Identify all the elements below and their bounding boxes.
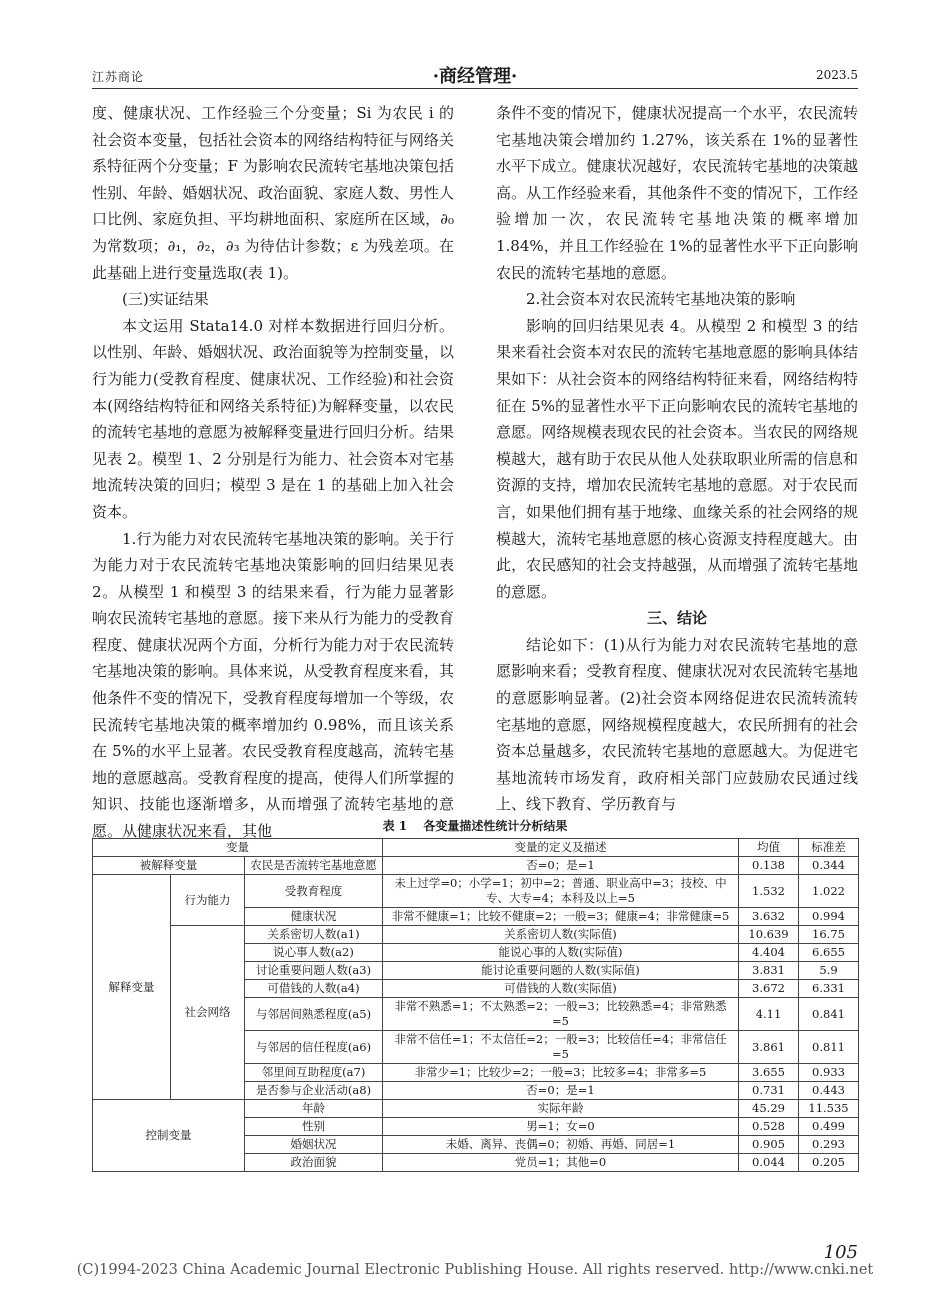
var-mean: 0.138 — [739, 857, 799, 875]
table-caption — [92, 817, 858, 834]
table-row — [93, 857, 859, 875]
paragraph: 条件不变的情况下，健康状况提高一个水平，农民流转宅基地决策会增加约 1.27%，该关系在 1%的显著性水平下成立。健康状况越好，农民流转宅基地的决策越高。从工作经验来看，其他条件不变的情况下，工作经验增加一次，农民流转宅基地决策的概率增加 1.84%，并且工作经验在 1%的显著性水平下正向影响农民的流转宅基地的意愿。 — [496, 104, 858, 282]
paragraph: 本文运用 Stata14.0 对样本数据进行回归分析。以性别、年龄、婚姻状况、政治面貌等为控制变量，以行为能力(受教育程度、健康状况、工作经验)和社会资本(网络结构特征和网络关系特征)为解释变量，以农民的流转宅基地的意愿为被解释变量进行回归分析。结果见表 2。模型 1、2 分别是行为能力、社会资本对宅基地流转决策的回归；模型 3 是在 1 的基础上加入社会资本。 — [92, 316, 454, 521]
header-variable: 变量 — [93, 839, 383, 857]
journal-name: 江苏商论 — [92, 70, 145, 84]
page-number: 105 — [823, 1242, 858, 1263]
group-explanatory: 解释变量 — [93, 875, 171, 1100]
var-mean: 3.632 — [739, 908, 799, 926]
left-column — [92, 100, 454, 845]
section-heading: 三、结论 — [646, 609, 707, 628]
var-name: 可借钱的人数(a4) — [245, 980, 383, 998]
var-desc: 党员=1；其他=0 — [383, 1154, 739, 1172]
var-mean: 4.404 — [739, 944, 799, 962]
var-desc: 实际年龄 — [383, 1100, 739, 1118]
var-sd: 16.75 — [799, 926, 859, 944]
group-social: 社会网络 — [171, 926, 245, 1100]
var-desc: 非常不健康=1；比较不健康=2；一般=3；健康=4；非常健康=5 — [383, 908, 739, 926]
var-name: 农民是否流转宅基地意愿 — [245, 857, 383, 875]
table-title: 各变量描述性统计分析结果 — [423, 819, 568, 833]
var-mean: 3.831 — [739, 962, 799, 980]
var-sd: 6.655 — [799, 944, 859, 962]
issue-number: 2023.5 — [816, 68, 858, 82]
table-row — [93, 1100, 859, 1118]
paragraph: 影响的回归结果见表 4。从模型 2 和模型 3 的结果来看社会资本对农民的流转宅基地意愿的影响具体结果如下：从社会资本的网络结构特征来看，网络结构特征在 5%的显著性水平下正向影响农民的流转宅基地的意愿。网络规模表现农民的社会资本。当农民的网络规模越大，越有助于农民从他人处获取职业所需的信息和资源的支持，增加农民流转宅基地的意愿。对于农民而言，如果他们拥有基于地缘、血缘关系的社会网络的规模越大，流转宅基地意愿的核心资源支持程度越大。由此，农民感知的社会支持越强，从而增强了流转宅基地的意愿。 — [496, 316, 858, 601]
var-sd: 0.443 — [799, 1082, 859, 1100]
var-desc: 男=1；女=0 — [383, 1118, 739, 1136]
paragraph: 度、健康状况、工作经验三个分变量；Si 为农民 i 的社会资本变量，包括社会资本的网络结构特征与网络关系特征两个分变量；F 为影响农民流转宅基地决策包括性别、年龄、婚姻状况、政治面貌、家庭人数、男性人口比例、家庭负担、平均耕地面积、家庭所在区域，∂₀ 为常数项；∂₁，∂₂，∂₃ 为待估计参数；ε 为残差项。在此基础上进行变量选取(表 1)。 — [92, 104, 454, 282]
var-name: 邻里间互助程度(a7) — [245, 1064, 383, 1082]
var-sd: 0.344 — [799, 857, 859, 875]
var-mean: 1.532 — [739, 875, 799, 908]
var-sd: 1.022 — [799, 875, 859, 908]
var-desc: 非常不熟悉=1；不太熟悉=2；一般=3；比较熟悉=4；非常熟悉=5 — [383, 998, 739, 1031]
var-sd: 0.205 — [799, 1154, 859, 1172]
var-sd: 0.841 — [799, 998, 859, 1031]
var-sd: 0.811 — [799, 1031, 859, 1064]
var-name: 与邻居间熟悉程度(a5) — [245, 998, 383, 1031]
var-name: 年龄 — [245, 1100, 383, 1118]
header-sd: 标准差 — [799, 839, 859, 857]
var-sd: 0.293 — [799, 1136, 859, 1154]
var-mean: 3.861 — [739, 1031, 799, 1064]
var-name: 健康状况 — [245, 908, 383, 926]
var-desc: 否=0；是=1 — [383, 1082, 739, 1100]
var-sd: 5.9 — [799, 962, 859, 980]
var-mean: 3.655 — [739, 1064, 799, 1082]
group-behavior: 行为能力 — [171, 875, 245, 926]
var-sd: 0.994 — [799, 908, 859, 926]
statistics-table — [92, 838, 859, 1172]
var-mean: 4.11 — [739, 998, 799, 1031]
section-title: ·商经管理· — [432, 66, 518, 87]
var-name: 政治面貌 — [245, 1154, 383, 1172]
var-mean: 45.29 — [739, 1100, 799, 1118]
var-name: 性别 — [245, 1118, 383, 1136]
var-mean: 0.731 — [739, 1082, 799, 1100]
var-mean: 0.905 — [739, 1136, 799, 1154]
var-desc: 可借钱的人数(实际值) — [383, 980, 739, 998]
var-desc: 关系密切人数(实际值) — [383, 926, 739, 944]
table-row — [93, 875, 859, 908]
var-mean: 3.672 — [739, 980, 799, 998]
paragraph: 1.行为能力对农民流转宅基地决策的影响。关于行为能力对于农民流转宅基地决策影响的回归结果见表 2。从模型 1 和模型 3 的结果来看，行为能力显著影响农民流转宅基地的意愿。接下来从行为能力的受教育程度、健康状况两个方面，分析行为能力对于农民流转宅基地决策的影响。具体来说，从受教育程度来看，其他条件不变的情况下，受教育程度每增加一个等级，农民流转宅基地决策的概率增加约 0.98%，而且该关系在 5%的水平上显著。农民受教育程度越高，流转宅基地的意愿越高。受教育程度的提高，使得人们所掌握的知识、技能也逐渐增多，从而增强了流转宅基地的意愿。从健康状况来看，其他 — [92, 529, 454, 841]
var-desc: 未上过学=0；小学=1；初中=2；普通、职业高中=3；技校、中专、大专=4；本科及以上=5 — [383, 875, 739, 908]
var-sd: 11.535 — [799, 1100, 859, 1118]
page-header — [92, 60, 858, 86]
copyright-footer: (C)1994-2023 China Academic Journal Electronic Publishing House. All rights reserved. http://www.cnki.net — [76, 1262, 874, 1278]
var-desc: 能讨论重要问题的人数(实际值) — [383, 962, 739, 980]
var-mean: 0.044 — [739, 1154, 799, 1172]
var-desc: 非常不信任=1；不太信任=2；一般=3；比较信任=4；非常信任=5 — [383, 1031, 739, 1064]
var-desc: 否=0；是=1 — [383, 857, 739, 875]
table-label: 表 1 — [382, 819, 408, 833]
var-name: 说心事人数(a2) — [245, 944, 383, 962]
group-dependent: 被解释变量 — [93, 857, 245, 875]
var-name: 讨论重要问题人数(a3) — [245, 962, 383, 980]
header-divider — [92, 88, 858, 89]
var-mean: 10.639 — [739, 926, 799, 944]
var-name: 与邻居的信任程度(a6) — [245, 1031, 383, 1064]
header-definition: 变量的定义及描述 — [383, 839, 739, 857]
right-column — [496, 100, 858, 818]
table-header-row — [93, 839, 859, 857]
var-name: 婚姻状况 — [245, 1136, 383, 1154]
var-name: 受教育程度 — [245, 875, 383, 908]
subsection-heading: 2.社会资本对农民流转宅基地决策的影响 — [526, 290, 796, 309]
var-name: 是否参与企业活动(a8) — [245, 1082, 383, 1100]
var-desc: 非常少=1；比较少=2；一般=3；比较多=4；非常多=5 — [383, 1064, 739, 1082]
var-name: 关系密切人数(a1) — [245, 926, 383, 944]
table-row — [93, 926, 859, 944]
var-mean: 0.528 — [739, 1118, 799, 1136]
header-mean: 均值 — [739, 839, 799, 857]
var-desc: 能说心事的人数(实际值) — [383, 944, 739, 962]
paragraph: 结论如下：(1)从行为能力对农民流转宅基地的意愿影响来看；受教育程度、健康状况对农民流转宅基地的意愿影响显著。(2)社会资本网络促进农民流转流转宅基地的意愿，网络规模程度越大，农民所拥有的社会资本总量越多，农民流转宅基地的意愿越大。为促进宅基地流转市场发育，政府相关部门应鼓励农民通过线上、线下教育、学历教育与 — [496, 635, 858, 814]
group-control: 控制变量 — [93, 1100, 245, 1172]
var-desc: 未婚、离异、丧偶=0；初婚、再婚、同居=1 — [383, 1136, 739, 1154]
var-sd: 0.499 — [799, 1118, 859, 1136]
var-sd: 0.933 — [799, 1064, 859, 1082]
var-sd: 6.331 — [799, 980, 859, 998]
subsection-heading: (三)实证结果 — [122, 290, 209, 309]
